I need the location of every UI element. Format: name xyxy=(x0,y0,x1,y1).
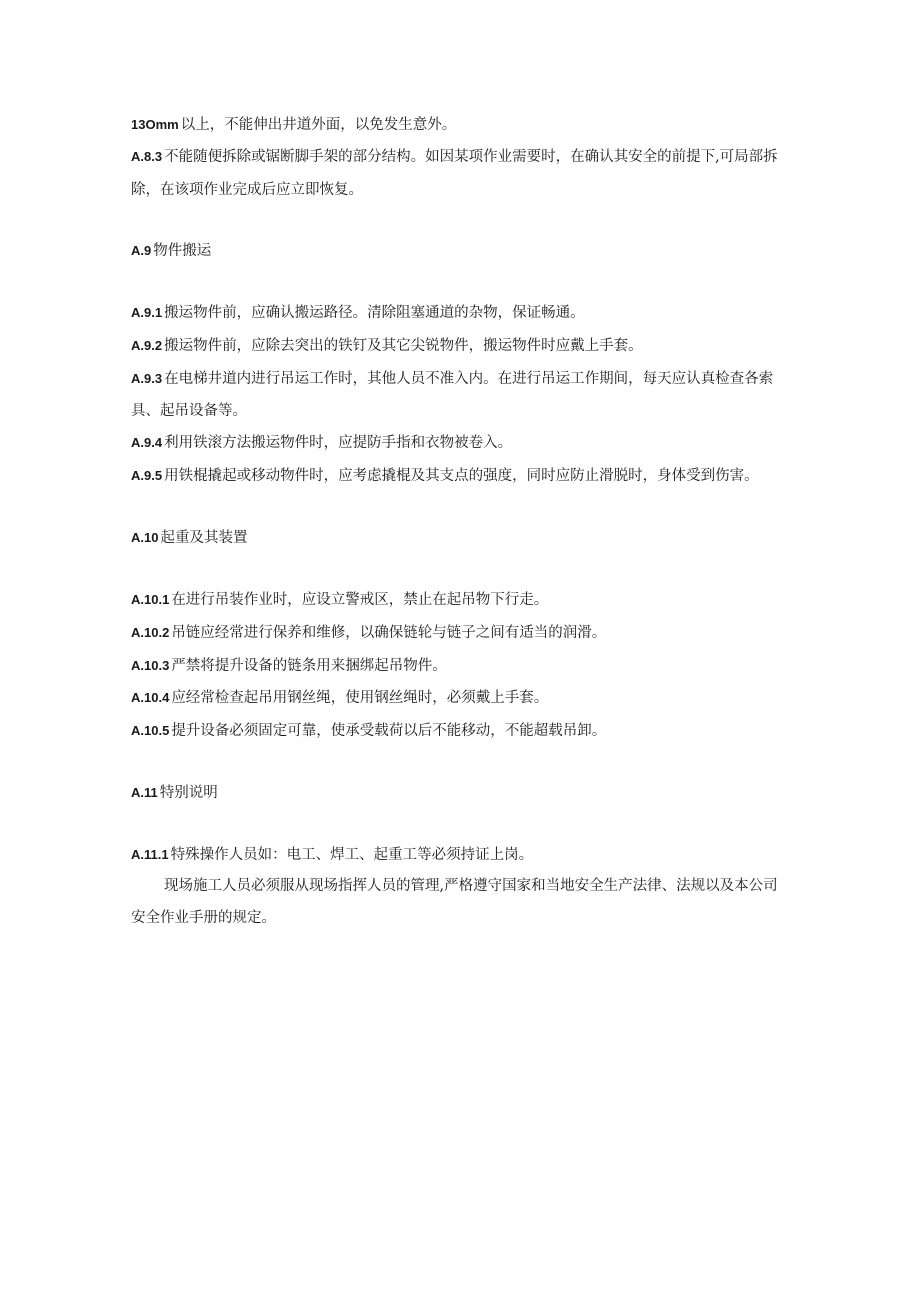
closing-paragraph-continued xyxy=(131,908,831,928)
clause-number: A.10.4 xyxy=(131,690,170,705)
clause-text: 应经常检查起吊用钢丝绳，使用钢丝绳时，必须戴上手套。 xyxy=(171,690,549,706)
clause-a-8-3-continued xyxy=(131,180,831,200)
clause-number: A.10.3 xyxy=(131,658,170,673)
clause-a-9-4 xyxy=(131,433,831,453)
clause-number: A.9.5 xyxy=(131,468,163,483)
clause-a-9-3 xyxy=(131,369,831,389)
section-heading-a-10 xyxy=(131,528,831,548)
section-number: A.10 xyxy=(131,530,159,545)
clause-text: 利用铁滚方法搬运物件时，应提防手指和衣物被卷入。 xyxy=(164,435,513,451)
clause-a-9-1 xyxy=(131,303,831,323)
clause-number: A.10.1 xyxy=(131,592,170,607)
section-number: A.11 xyxy=(131,785,158,800)
section-title: 特别说明 xyxy=(159,785,218,801)
section-heading-a-11 xyxy=(131,783,831,803)
section-number: A.9 xyxy=(131,243,152,258)
clause-number: A.11.1 xyxy=(131,847,169,862)
clause-text: 在电梯井道内进行吊运工作时，其他人员不准入内。在进行吊运工作期间，每天应认真检查各索 xyxy=(164,371,774,387)
section-heading-a-9 xyxy=(131,241,831,261)
clause-text: 不能随便拆除或锯断脚手架的部分结构。如因某项作业需要时，在确认其安全的前提下,可局部拆 xyxy=(164,149,778,165)
clause-a-9-3-continued xyxy=(131,401,831,421)
clause-text: 严禁将提升设备的链条用来捆绑起吊物件。 xyxy=(171,658,447,674)
clause-text: 吊链应经常进行保养和维修，以确保链轮与链子之间有适当的润滑。 xyxy=(171,625,607,641)
clause-a-10-3 xyxy=(131,656,831,676)
clause-number: A.9.4 xyxy=(131,435,163,450)
clause-text: 用铁棍撬起或移动物件时，应考虑撬棍及其支点的强度，同时应防止滑脱时，身体受到伤害。 xyxy=(164,468,759,484)
measurement-number: 13Omm xyxy=(131,117,179,132)
paragraph-text: 以上，不能伸出井道外面，以免发生意外。 xyxy=(180,117,457,133)
clause-number: A.9.1 xyxy=(131,305,163,320)
clause-a-10-1 xyxy=(131,590,831,610)
clause-number: A.8.3 xyxy=(131,149,163,164)
closing-paragraph xyxy=(164,876,864,896)
clause-a-9-2 xyxy=(131,336,831,356)
clause-text: 除，在该项作业完成后应立即恢复。 xyxy=(131,182,363,198)
clause-text: 搬运物件前，应除去突出的铁钉及其它尖锐物件，搬运物件时应戴上手套。 xyxy=(164,338,643,354)
clause-text: 提升设备必须固定可靠，使承受载荷以后不能移动，不能超载吊卸。 xyxy=(171,723,607,739)
clause-text: 特殊操作人员如：电工、焊工、起重工等必须持证上岗。 xyxy=(170,847,534,863)
clause-a-8-3 xyxy=(131,147,831,167)
clause-a-11-1 xyxy=(131,845,831,865)
section-title: 物件搬运 xyxy=(153,243,212,259)
clause-text: 搬运物件前，应确认搬运路径。清除阻塞通道的杂物，保证畅通。 xyxy=(164,305,585,321)
section-title: 起重及其装置 xyxy=(160,530,248,546)
closing-text: 现场施工人员必须服从现场指挥人员的管理,严格遵守国家和当地安全生产法律、法规以及本公司 xyxy=(164,878,778,894)
clause-text: 具、起吊设备等。 xyxy=(131,403,247,419)
closing-text: 安全作业手册的规定。 xyxy=(131,910,276,926)
clause-number: A.10.5 xyxy=(131,723,170,738)
clause-number: A.9.3 xyxy=(131,371,163,386)
paragraph-continuation xyxy=(131,115,831,135)
clause-number: A.10.2 xyxy=(131,625,170,640)
clause-a-10-4 xyxy=(131,688,831,708)
clause-a-10-2 xyxy=(131,623,831,643)
clause-text: 在进行吊装作业时，应设立警戒区，禁止在起吊物下行走。 xyxy=(171,592,549,608)
clause-number: A.9.2 xyxy=(131,338,163,353)
clause-a-10-5 xyxy=(131,721,831,741)
clause-a-9-5 xyxy=(131,466,831,486)
